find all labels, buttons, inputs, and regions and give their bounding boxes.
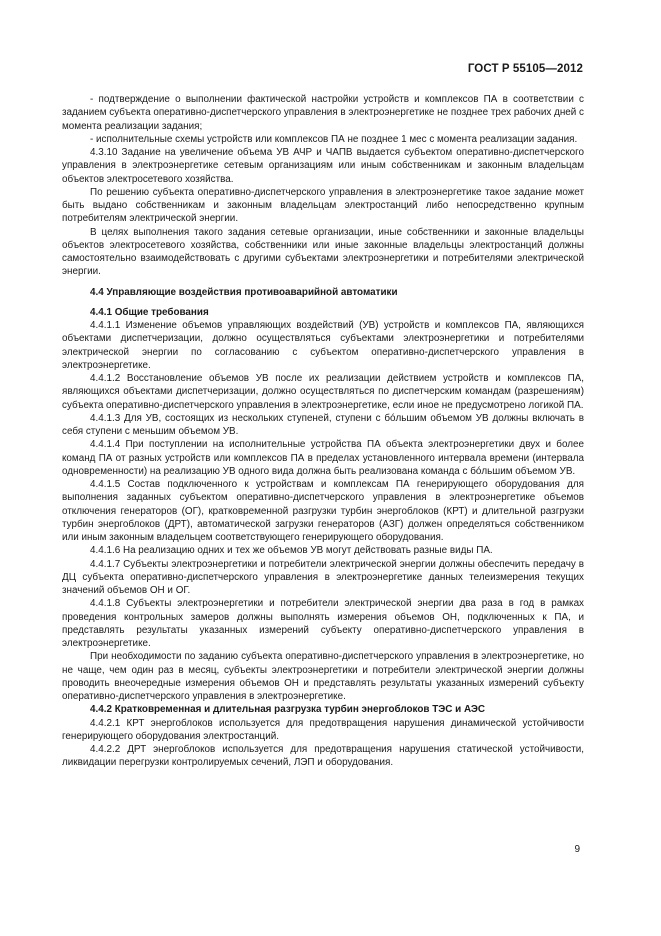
subsection-heading: 4.4.2 Кратковременная и длительная разгрузка турбин энергоблоков ТЭС и АЭС bbox=[90, 704, 485, 716]
paragraph: По решению субъекта оперативно-диспетчерского управления в электроэнергетике такое задание может быть выдано собственникам и законным владельцам электростанций либо непосредственно крупным потребителям электрической энергии. bbox=[62, 186, 584, 225]
paragraph: 4.3.10 Задание на увеличение объема УВ АЧР и ЧАПВ выдается субъектом оперативно-диспетчерского управления в электроэнергетике сетевым организациям или иным собственникам и законным владельцам объектов электросетевого хозяйства. bbox=[62, 147, 584, 185]
paragraph: 4.4.1.4 При поступлении на исполнительные устройства ПА объекта электроэнергетики двух и более команд ПА от разных устройств или комплексов ПА в пределах установленного интервала времени (интервала одновременности) на реализацию УВ одного вида должна быть реализована команда с бóльшим объемом УВ. bbox=[62, 439, 584, 477]
paragraph: - подтверждение о выполнении фактической настройки устройств и комплексов ПА в соответствии с заданием субъекта оперативно-диспетчерского управления в электроэнергетике не позднее трех рабочих дней с момента реализации задания; bbox=[62, 94, 584, 132]
page-number: 9 bbox=[574, 844, 580, 855]
paragraph: 4.4.2.2 ДРТ энергоблоков используется для предотвращения нарушения статической устойчивости, ликвидации перегрузки контролируемых сечений, ЛЭП и оборудования. bbox=[62, 744, 584, 769]
paragraph: - исполнительные схемы устройств или комплексов ПА не позднее 1 мес с момента реализации задания. bbox=[90, 133, 578, 145]
paragraph: 4.4.1.5 Состав подключенного к устройствам и комплексам ПА генерирующего оборудования для выполнения заданных субъектом оперативно-диспетчерского управления в электроэнергетике объемов отключения генераторов (ОГ), кратковременной разгрузки турбин энергоблоков (КРТ) и длительной разгрузки турбин энергоблоков (ДРТ), автоматической загрузки генераторов (АЗГ) должен определяться собственником или иным законным владельцем соответствующего генерирующего оборудования. bbox=[62, 479, 584, 543]
paragraph: В целях выполнения такого задания сетевые организации, иные собственники и законные владельцы объектов электросетевого хозяйства, собственники или иные законные владельцы электростанций должны самостоятельно взаимодействовать с другими субъектами электроэнергетики и потребителями электрической энергии. bbox=[62, 226, 584, 278]
paragraph: 4.4.1.2 Восстановление объемов УВ после их реализации действием устройств и комплексов ПА, являющихся объектами диспетчеризации, должно осуществляться по диспетчерским командам (разрешениям) субъекта оперативно-диспетчерского управления в электроэнергетике, если иное не предусмотрено логикой ПА. bbox=[62, 373, 584, 411]
paragraph: 4.4.1.1 Изменение объемов управляющих воздействий (УВ) устройств и комплексов ПА, являющихся объектами диспетчеризации, должно осуществляться субъектами электроэнергетики и потребителями электрической энергии по согласованию с субъектом оперативно-диспетчерского управления в электроэнергетике. bbox=[62, 320, 584, 371]
paragraph: 4.4.1.8 Субъекты электроэнергетики и потребители электрической энергии два раза в год в рамках проведения контрольных замеров должны выполнять измерения объемов ОН, подключенных к ПА, и представлять результаты указанных измерений субъекту оперативно-диспетчерского управления в электроэнергетике. bbox=[62, 598, 584, 649]
paragraph: 4.4.1.6 На реализацию одних и тех же объемов УВ могут действовать разные виды ПА. bbox=[90, 545, 493, 557]
paragraph: При необходимости по заданию субъекта оперативно-диспетчерского управления в электроэнергетике, но не чаще, чем один раз в месяц, субъекты электроэнергетики и потребители электрической энергии должны проводить внеочередные измерения объемов ОН и представлять результаты указанных измерений субъекту оперативно-диспетчерского управления в электроэнергетике. bbox=[62, 651, 584, 702]
section-heading: 4.4 Управляющие воздействия противоаварийной автоматики bbox=[90, 286, 398, 298]
page-body bbox=[62, 93, 584, 770]
document-header: ГОСТ Р 55105—2012 bbox=[467, 63, 583, 75]
spacer bbox=[62, 279, 584, 286]
paragraph: 4.4.1.3 Для УВ, состоящих из нескольких ступеней, ступени с бóльшим объемом УВ должны включать в себя ступени с меньшим объемом УВ. bbox=[62, 412, 584, 437]
paragraph: 4.4.2.1 КРТ энергоблоков используется для предотвращения нарушения динамической устойчивости генерирующего оборудования электростанций. bbox=[62, 717, 584, 742]
subsection-heading: 4.4.1 Общие требования bbox=[90, 306, 209, 318]
spacer bbox=[62, 299, 584, 306]
paragraph: 4.4.1.7 Субъекты электроэнергетики и потребители электрической энергии должны обеспечить передачу в ДЦ субъекта оперативно-диспетчерского управления в электроэнергетике данных телеизмерения текущих значений объемов ОН и ОГ. bbox=[62, 558, 584, 596]
